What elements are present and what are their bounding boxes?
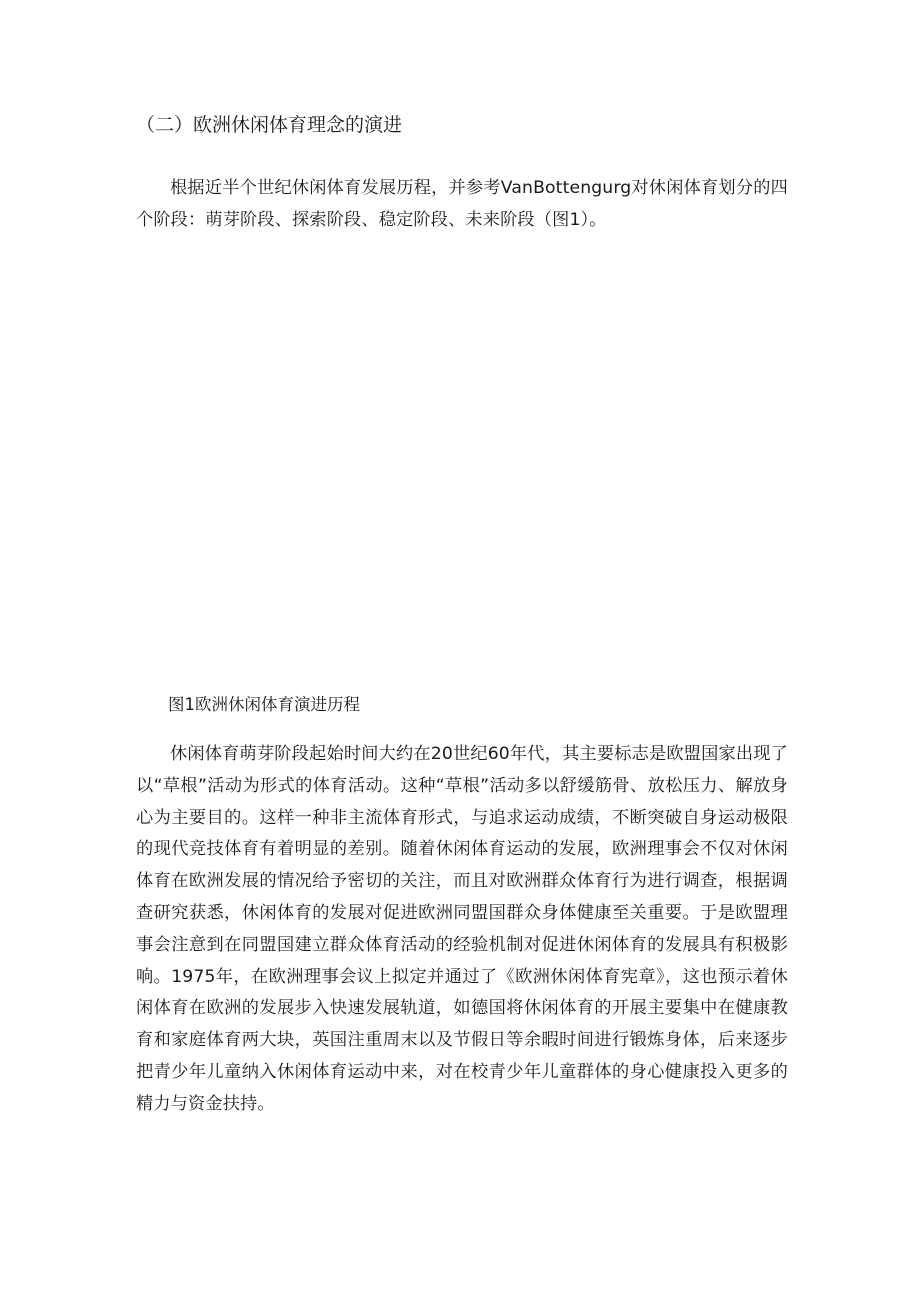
intro-paragraph: 根据近半个世纪休闲体育发展历程，并参考VanBottengurg对休闲体育划分的四个阶段：萌芽阶段、探索阶段、稳定阶段、未来阶段（图1）。 [136, 178, 788, 230]
section-heading: （二）欧洲休闲体育理念的演进 [136, 114, 403, 136]
figure-placeholder [136, 250, 788, 680]
body-paragraph: 休闲体育萌芽阶段起始时间大约在20世纪60年代，其主要标志是欧盟国家出现了以“草根”活动为形式的体育活动。这种“草根”活动多以舒缓筋骨、放松压力、解放身心为主要目的。这样一种非主流体育形式，与追求运动成绩，不断突破自身运动极限的现代竞技体育有着明显的差别。随着休闲体育运动的发展，欧洲理事会不仅对休闲体育在欧洲发展的情况给予密切的关注，而且对欧洲群众体育行为进行调查，根据调查研究获悉，休闲体育的发展对促进欧洲同盟国群众身体健康至关重要。于是欧盟理事会注意到在同盟国建立群众体育活动的经验机制对促进休闲体育的发展具有积极影响。1975年，在欧洲理事会议上拟定并通过了《欧洲休闲体育宪章》，这也预示着休闲体育在欧洲的发展步入快速发展轨道，如德国将休闲体育的开展主要集中在健康教育和家庭体育两大块，英国注重周末以及节假日等余暇时间进行锻炼身体，后来逐步把青少年儿童纳入休闲体育运动中来，对在校青少年儿童群体的身心健康投入更多的精力与资金扶持。 [136, 744, 788, 1114]
figure-caption: 图1欧洲休闲体育演进历程 [168, 695, 360, 714]
